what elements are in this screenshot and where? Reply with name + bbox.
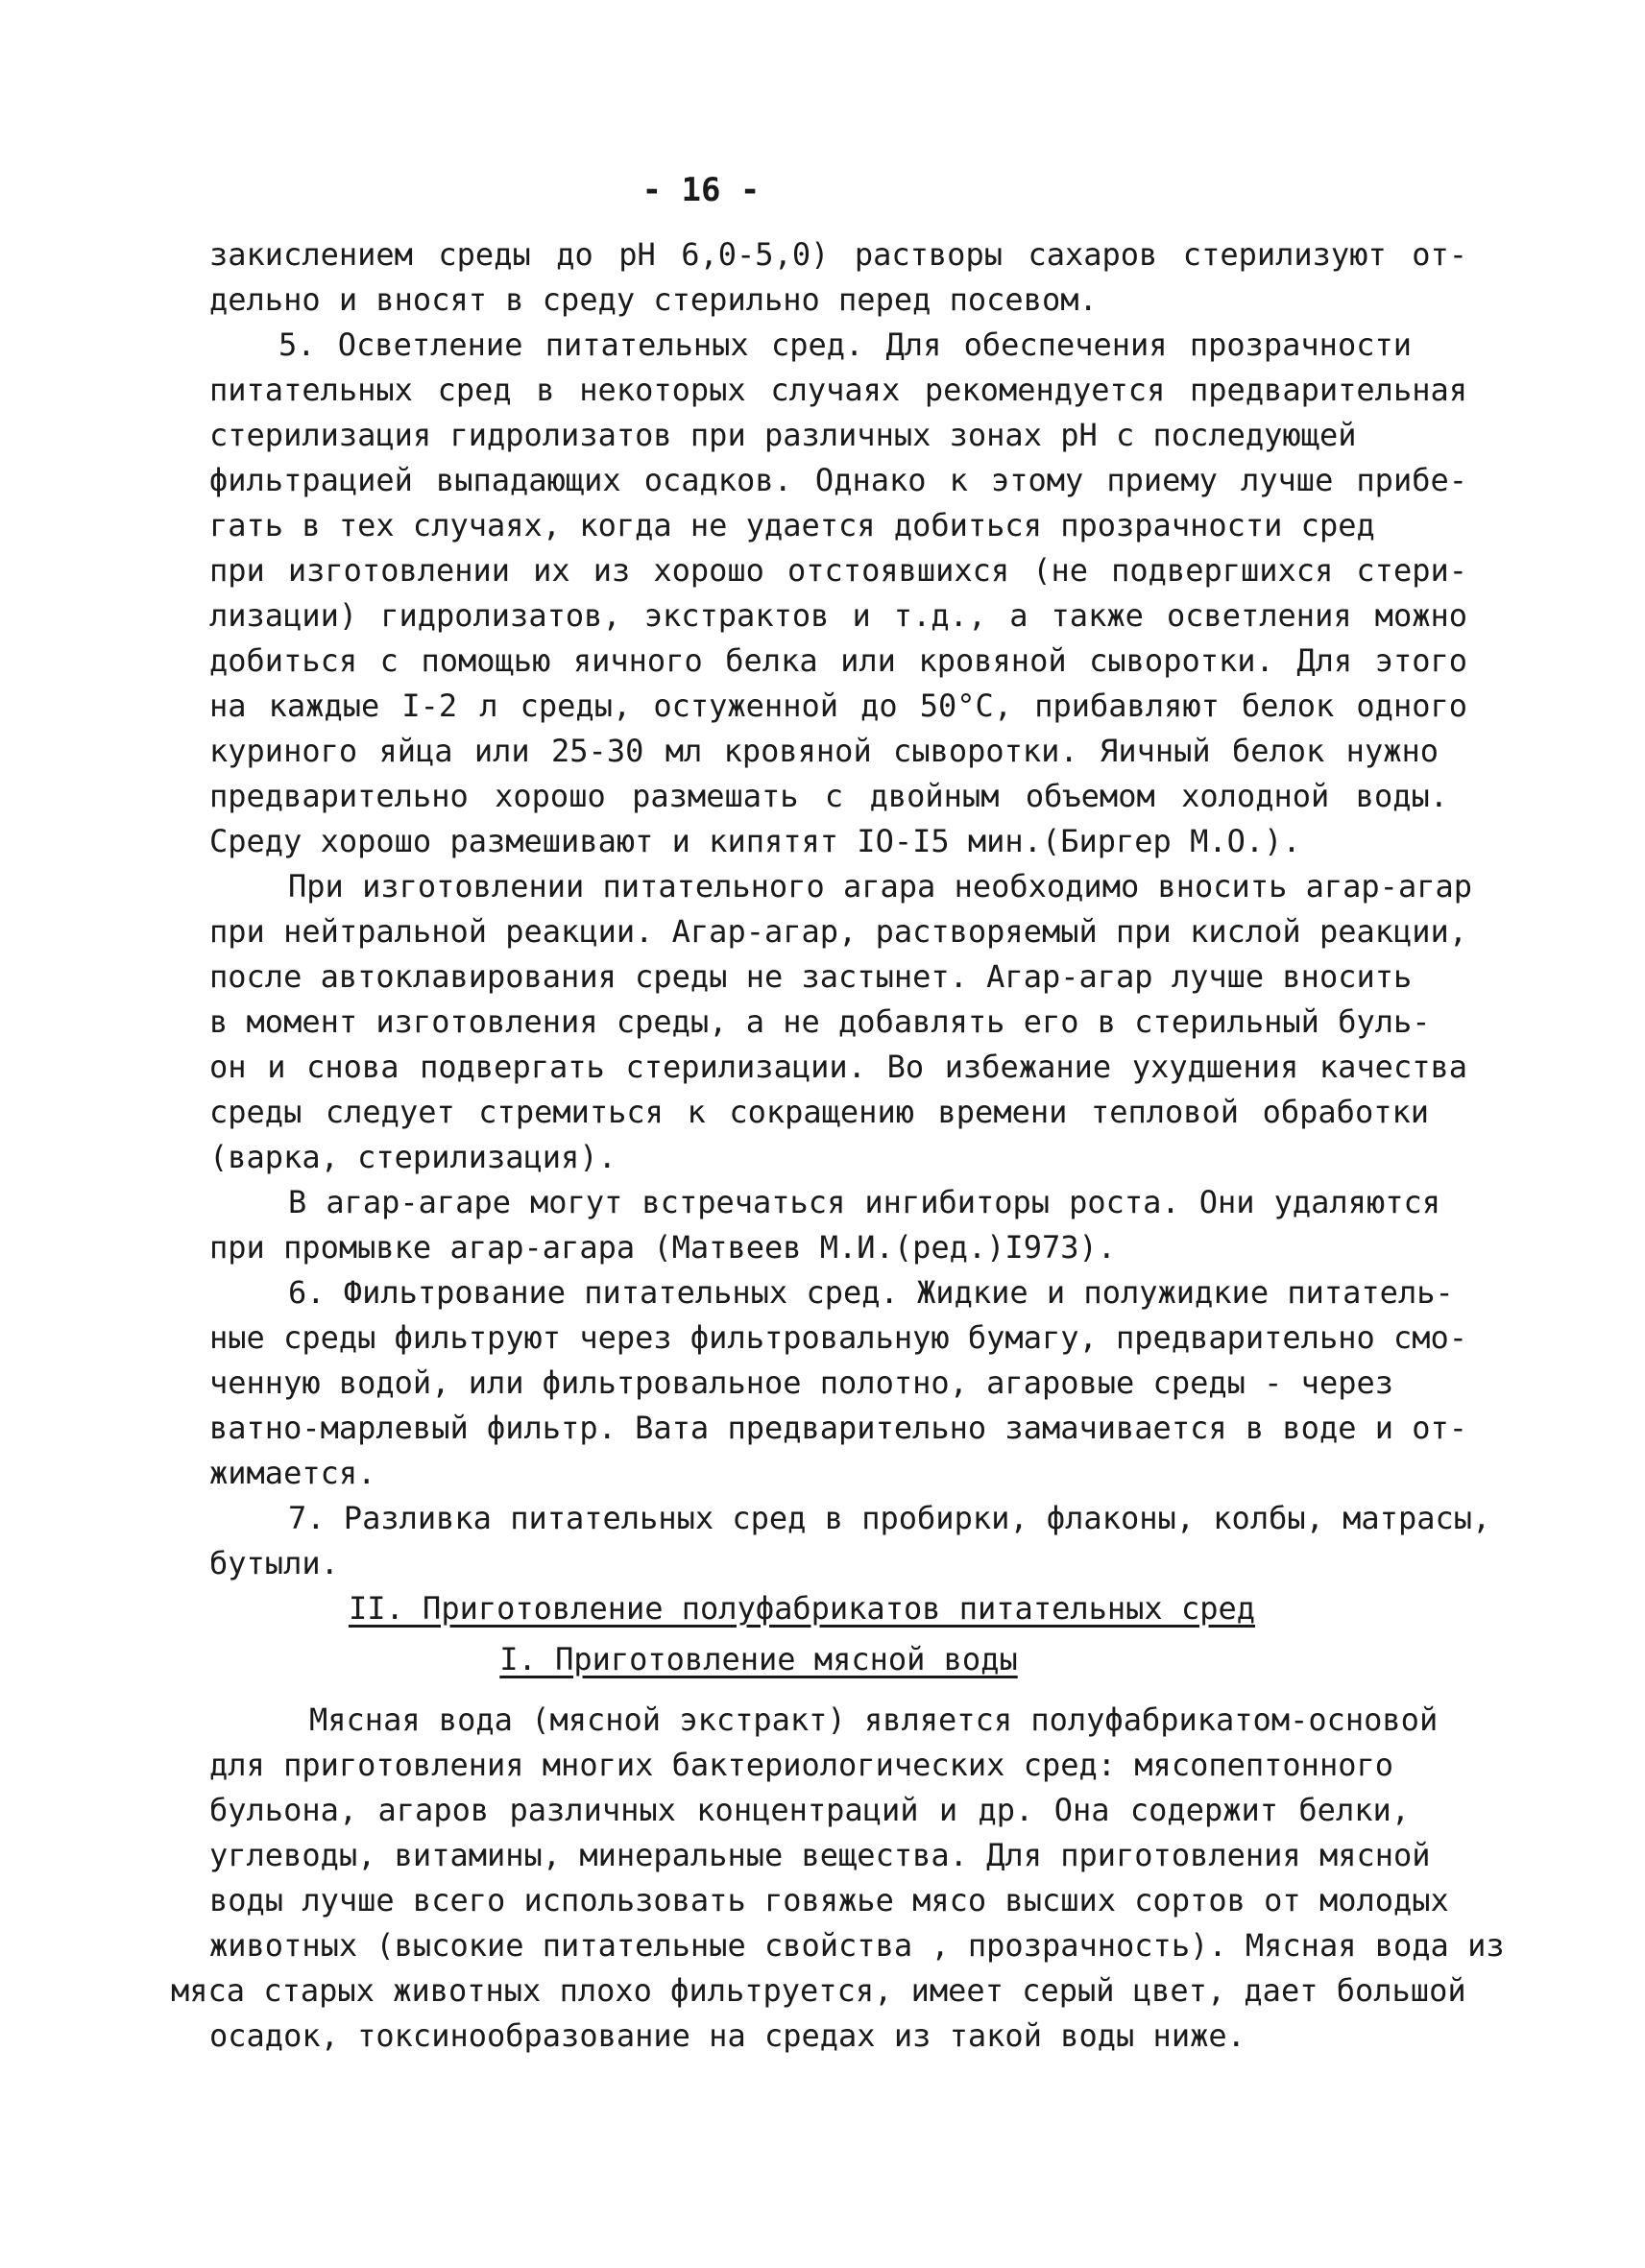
- text-line: ватно-марлевый фильтр. Вата предварительно замачивается в воде и от-: [209, 1410, 1468, 1446]
- text-line: стерилизация гидролизатов при различных зонах рН с последующей: [209, 417, 1357, 453]
- section-heading-text: II. Приготовление полуфабрикатов питательных сред: [348, 1590, 1255, 1627]
- text-line: лизации) гидролизатов, экстрактов и т.д., а также осветления можно: [209, 597, 1467, 634]
- text-line: жимается.: [209, 1455, 376, 1491]
- text-line: ченную водой, или фильтровальное полотно, агаровые среды - через: [209, 1364, 1393, 1401]
- text-line: куриного яйца или 25-30 мл кровяной сыворотки. Яичный белок нужно: [209, 733, 1439, 769]
- text-line: закислением среды до рН 6,0-5,0) растворы сахаров стерилизуют от-: [209, 236, 1467, 273]
- text-line: на каждые I-2 л среды, остуженной до 50°С, прибавляют белок одного: [209, 688, 1467, 724]
- text-line: он и снова подвергать стерилизации. Во избежание ухудшения качества: [209, 1049, 1467, 1085]
- text-line: питательных сред в некоторых случаях рекомендуется предварительная: [209, 372, 1467, 408]
- text-line: в момент изготовления среды, а не добавлять его в стерильный буль-: [209, 1003, 1431, 1040]
- section-heading: [346, 1587, 1258, 1629]
- text-line: мяса старых животных плохо фильтруется, имеет серый цвет, дает большой: [171, 1972, 1466, 2009]
- text-line: при промывке агар-агара (Матвеев М.И.(ред.)I973).: [209, 1229, 1117, 1266]
- text-line: гать в тех случаях, когда не удается добиться прозрачности сред: [209, 507, 1375, 543]
- text-line: (варка, стерилизация).: [209, 1139, 617, 1175]
- text-line: Среду хорошо размешивают и кипятят IO-I5 мин.(Биргер М.О.).: [209, 823, 1301, 859]
- text-line: осадок, токсинообразование на средах из такой воды ниже.: [209, 2017, 1246, 2054]
- page-number: - 16 -: [641, 171, 761, 209]
- text-line: при изготовлении их из хорошо отстоявшихся (не подвергшихся стери-: [209, 552, 1467, 589]
- text-line: дельно и вносят в среду стерильно перед посевом.: [209, 281, 1098, 318]
- text-line: предварительно хорошо размешать с двойным объемом холодной воды.: [209, 778, 1448, 814]
- text-line: животных (высокие питательные свойства , прозрачность). Мясная вода из: [209, 1927, 1505, 1964]
- text-line: 5. Осветление питательных сред. Для обеспечения прозрачности: [278, 326, 1412, 363]
- subsection-heading: [451, 1638, 1066, 1680]
- text-line: при нейтральной реакции. Агар-агар, растворяемый при кислой реакции,: [209, 913, 1468, 950]
- subsection-heading-text: I. Приготовление мясной воды: [499, 1641, 1018, 1677]
- text-line: углеводы, витамины, минеральные вещества. Для приготовления мясной: [209, 1837, 1431, 1873]
- text-line: добиться с помощью яичного белка или кровяной сыворотки. Для этого: [209, 642, 1467, 679]
- text-line: 7. Разливка питательных сред в пробирки, флаконы, колбы, матрасы,: [288, 1500, 1491, 1536]
- text-line: фильтрацией выпадающих осадков. Однако к этому приему лучше прибе-: [209, 462, 1467, 498]
- text-line: для приготовления многих бактериологических сред: мясопептонного: [209, 1747, 1393, 1783]
- text-line: При изготовлении питательного агара необходимо вносить агар-агар: [288, 868, 1472, 905]
- text-line: воды лучше всего использовать говяжье мясо высших сортов от молодых: [209, 1882, 1449, 1918]
- text-line: Мясная вода (мясной экстракт) является полуфабрикатом-основой: [309, 1701, 1439, 1738]
- text-line: В агар-агаре могут встречаться ингибиторы роста. Они удаляются: [288, 1184, 1440, 1220]
- text-line: после автоклавирования среды не застынет. Агар-агар лучше вносить: [209, 958, 1413, 995]
- text-line: бульона, агаров различных концентраций и др. Она содержит белки,: [209, 1792, 1410, 1828]
- text-line: ные среды фильтруют через фильтровальную бумагу, предварительно смо-: [209, 1319, 1468, 1356]
- text-line: среды следует стремиться к сокращению времени тепловой обработки: [209, 1094, 1429, 1130]
- text-line: 6. Фильтрование питательных сред. Жидкие и полужидкие питатель-: [288, 1274, 1454, 1311]
- text-line: бутыли.: [209, 1545, 339, 1581]
